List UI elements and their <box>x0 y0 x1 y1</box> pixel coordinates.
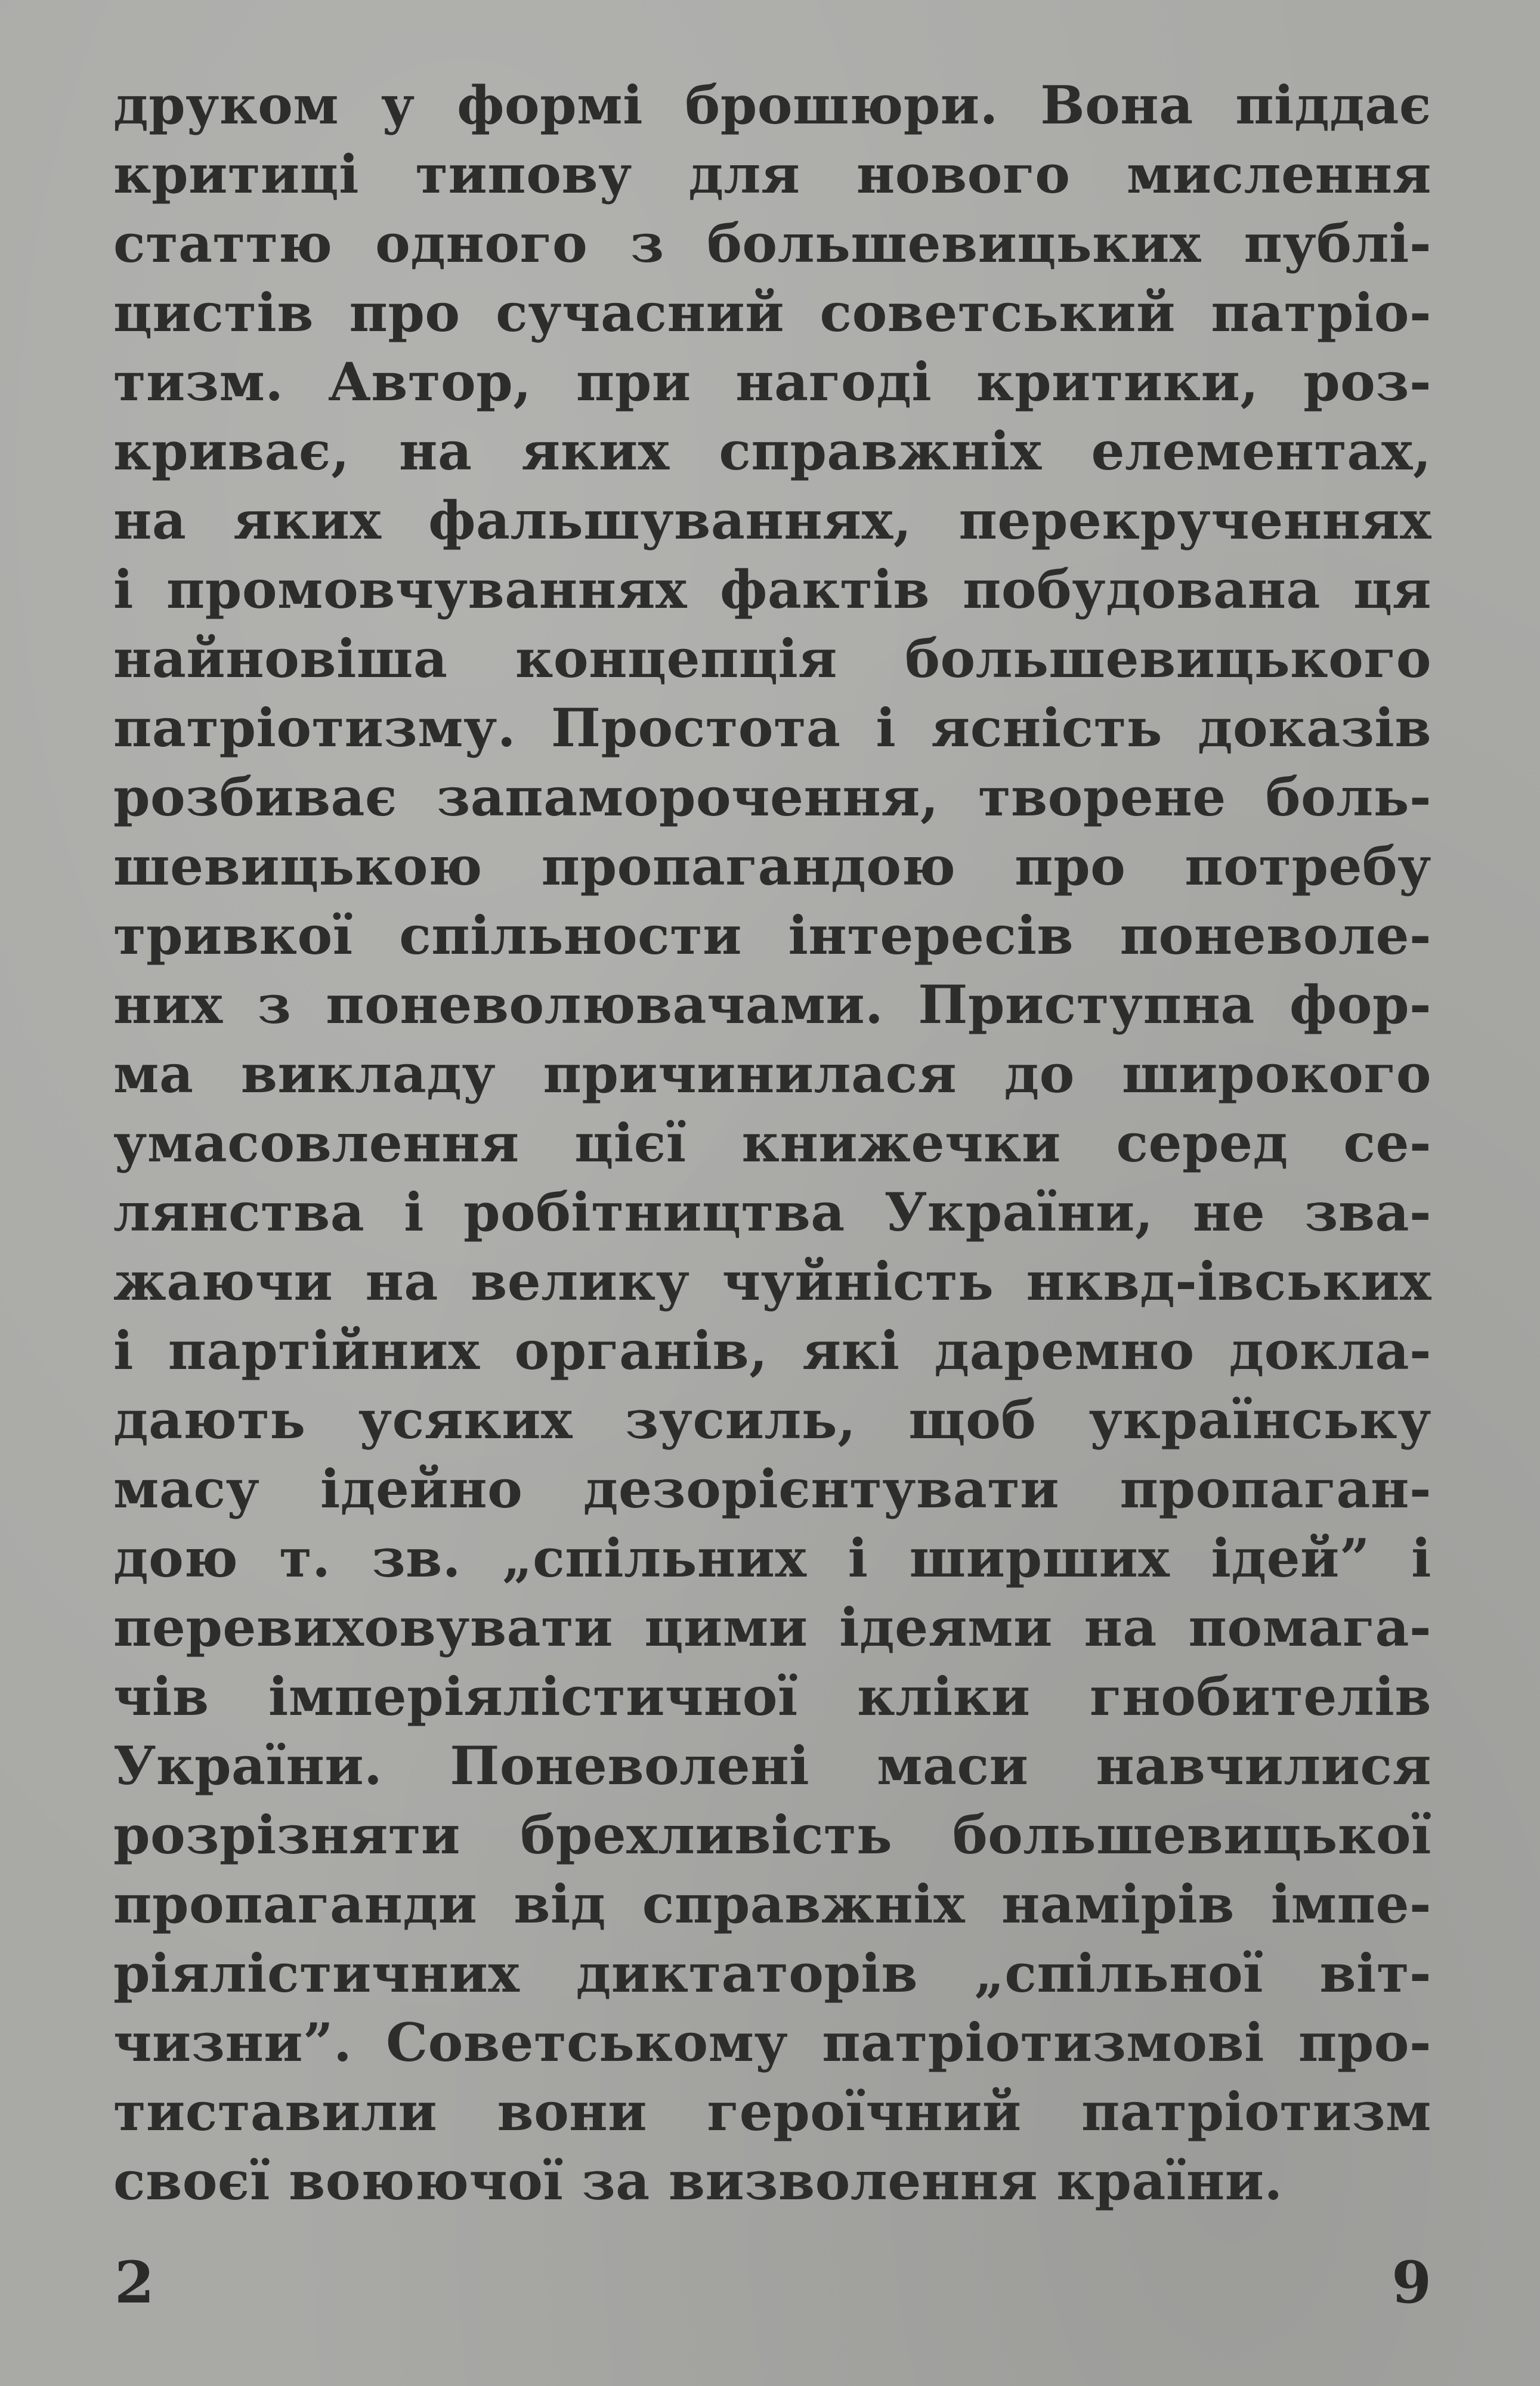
text-line: друком у формі брошюри. Вона піддає <box>113 74 1431 136</box>
text-line: перевиховувати цими ідеями на помага- <box>113 1596 1431 1658</box>
text-line: розрізняти брехливість большевицької <box>113 1804 1431 1866</box>
text-line: на яких фальшуваннях, перекрученнях <box>113 489 1431 551</box>
text-line: лянства і робітництва України, не зва- <box>113 1181 1431 1243</box>
text-line: цистів про сучасний советський патріо- <box>113 282 1431 344</box>
text-line: тиставили вони героїчний патріотизм <box>113 2081 1431 2143</box>
text-line: найновіша концепція большевицького <box>113 628 1431 690</box>
text-line: ріялістичних диктаторів „спільної віт- <box>113 1942 1431 2004</box>
text-line: України. Поневолені маси навчилися <box>113 1735 1431 1797</box>
text-line: і промовчуваннях фактів побудована ця <box>113 558 1431 620</box>
text-line: них з поневолювачами. Приступна фор- <box>113 973 1431 1036</box>
text-line: дають усяких зусиль, щоб українську <box>113 1389 1431 1451</box>
text-line: своєї воюючої за визволення країни. <box>113 2150 1283 2212</box>
text-line: чів імперіялістичної кліки гнобителів <box>113 1665 1431 1727</box>
text-line: тизм. Автор, при нагоді критики, роз- <box>113 351 1431 413</box>
text-line: криває, на яких справжніх елементах, <box>113 420 1431 482</box>
text-line: масу ідейно дезорієнтувати пропаган- <box>113 1458 1431 1520</box>
text-line: і партійних органів, які даремно докла- <box>113 1319 1431 1381</box>
signature-mark: 2 <box>115 2249 154 2316</box>
page-number: 9 <box>1391 2249 1431 2316</box>
text-line: умасовлення цієї книжечки серед се- <box>113 1112 1431 1174</box>
text-line: пропаганди від справжніх намірів імпе- <box>113 1873 1431 1935</box>
text-line: статтю одного з большевицьких публі- <box>113 212 1431 274</box>
text-line: тривкої спільности інтересів поневоле- <box>113 904 1431 966</box>
text-line: патріотизму. Простота і ясність доказів <box>113 697 1431 759</box>
text-line: жаючи на велику чуйність нквд-івських <box>113 1250 1431 1312</box>
text-line: дою т. зв. „спільних і ширших ідей” і <box>113 1527 1431 1589</box>
text-line: ма викладу причинилася до широкого <box>113 1043 1431 1105</box>
text-line: чизни”. Советському патріотизмові про- <box>113 2011 1431 2073</box>
text-line: розбиває запаморочення, творене боль- <box>113 766 1431 828</box>
text-line: шевицькою пропагандою про потребу <box>113 835 1431 897</box>
text-line: критиці типову для нового мислення <box>113 143 1431 205</box>
body-text <box>113 70 1431 2215</box>
